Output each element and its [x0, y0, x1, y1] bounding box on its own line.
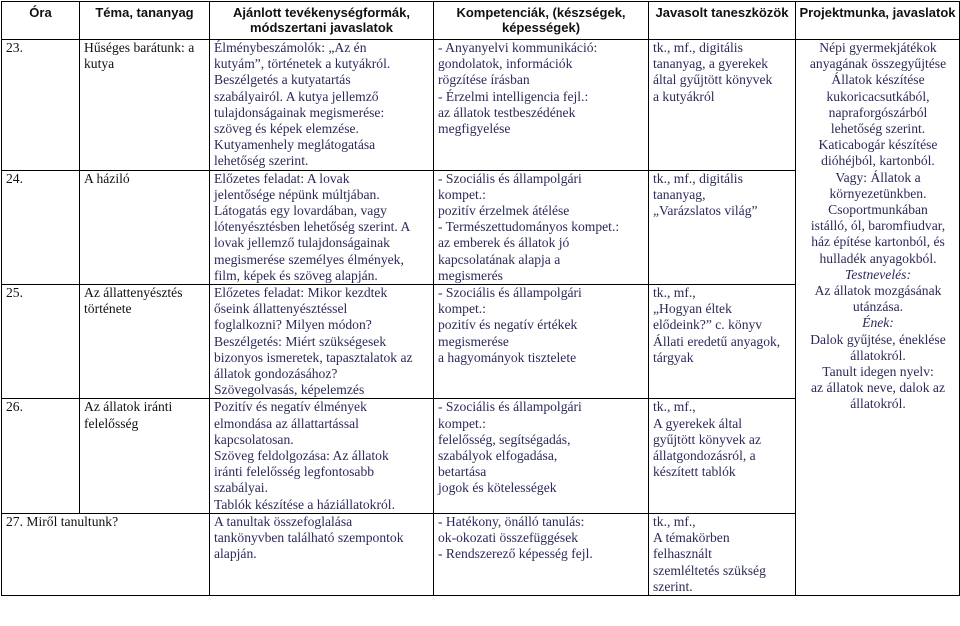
cell-eszkozok: [649, 170, 796, 284]
projekt-line: Dalok gyűjtése, éneklése: [810, 331, 946, 347]
cell-line: Látogatás egy lovardában, vagy: [214, 203, 387, 219]
projekt-line: Állatok készítése: [831, 72, 925, 88]
cell-line: - Rendszerező képesség fejl.: [438, 546, 593, 562]
cell-line: betartása: [438, 464, 487, 480]
cell-line: lótenyésztésben lehetőség szerint. A: [214, 219, 411, 235]
cell-line: szerint.: [653, 578, 693, 594]
projekt-line: anyagának összegyűjtése: [809, 56, 947, 72]
projekt-line: Az állatok mozgásának: [814, 283, 942, 299]
cell-line: Tablók készítése a háziállatokról.: [214, 496, 395, 512]
cell-line: A gyerekek által: [653, 415, 743, 431]
cell-line: iránti felelősség legfontosabb: [214, 464, 375, 480]
cell-line: Élménybeszámolók: „Az én: [214, 40, 367, 55]
header-row: [2, 2, 960, 40]
projekt-line: Katicabogár készítése: [818, 137, 938, 153]
cell-line: a kutyákról: [653, 88, 715, 104]
cell-line: megismerés: [438, 267, 503, 283]
cell-line: tankönyvben található szempontok: [214, 530, 404, 546]
cell-line: „Hogyan éltek: [653, 301, 732, 317]
cell-line: rögzítése írásban: [438, 72, 530, 88]
cell-line: őseink állattenyésztéssel: [214, 301, 348, 317]
cell-line: által gyűjtött könyvek: [653, 72, 773, 88]
table-body: [2, 40, 960, 596]
projekt-line: Vagy: Állatok a: [835, 169, 921, 185]
projekt-line: ház építése kartonból, és: [811, 234, 945, 250]
cell-line: pozitív érzelmek átélése: [438, 203, 570, 219]
cell-line: tárgyak: [653, 349, 694, 365]
cell-line: szabályairól. A kutya jellemző: [214, 88, 379, 104]
cell-line: A tanultak összefoglalása: [214, 513, 353, 529]
cell-line: Előzetes feladat: Mikor kezdtek: [214, 285, 388, 301]
cell-line: tulajdonságainak megismerése:: [214, 104, 385, 120]
cell-line: - Anyanyelvi kommunikáció:: [438, 40, 598, 55]
header-ora: Óra: [2, 2, 80, 40]
projekt-line: lehetőség szerint.: [830, 121, 926, 137]
cell-line: kapcsolatosan.: [214, 431, 294, 447]
cell-line: a hagyományok tisztelete: [438, 349, 577, 365]
cell-line: állatok gondozásához?: [214, 366, 338, 382]
cell-line: felelősség, segítségadás,: [438, 431, 571, 447]
cell-line: kompet.:: [438, 415, 486, 431]
cell-line: jogok és kötelességek: [438, 480, 557, 496]
projekt-line: kukoricacsutkából,: [826, 88, 930, 104]
projekt-line: Testnevelés:: [845, 266, 911, 282]
cell-eszkozok: [649, 513, 796, 595]
cell-ora: 24.: [2, 170, 80, 284]
cell-line: lovak jellemző tulajdonságainak: [214, 235, 390, 251]
cell-line: tk., mf., digitális: [653, 40, 743, 55]
table-row: [2, 40, 960, 171]
projekt-line: istálló, ól, baromfiudvar,: [810, 218, 946, 234]
cell-line: gondolatok, információk: [438, 56, 573, 72]
cell-tevekenyseg: [210, 170, 434, 284]
cell-line: tk., mf., digitális: [653, 170, 743, 186]
cell-line: - Szociális és állampolgári: [438, 285, 582, 301]
cell-line: - Hatékony, önálló tanulás:: [438, 513, 585, 529]
cell-line: bizonyos ismeretek, tapasztalatok az: [214, 349, 413, 365]
cell-line: film, képek és szöveg alapján.: [214, 267, 378, 283]
cell-line: megismerése: [438, 333, 509, 349]
cell-line: tk., mf.,: [653, 285, 696, 301]
curriculum-table: [1, 1, 960, 596]
cell-tevekenyseg: [210, 40, 434, 171]
header-tevekenyseg: Ajánlott tevékenységformák, módszertani javaslatok: [210, 2, 434, 40]
projekt-line: utánzása.: [852, 299, 904, 315]
cell-line: lehetőség szerint.: [214, 153, 309, 169]
header-tema: Téma, tananyag: [80, 2, 210, 40]
cell-line: „Varázslatos világ”: [653, 203, 758, 219]
cell-kompetenciak: [434, 285, 649, 399]
cell-tema: Az állattenyésztés története: [80, 285, 210, 399]
projekt-line: Tanult idegen nyelv:: [822, 364, 934, 380]
cell-line: jelentősége népünk múltjában.: [214, 186, 380, 202]
cell-tema: Az állatok iránti felelősség: [80, 399, 210, 513]
cell-line: Szöveg feldolgozása: Az állatok: [214, 448, 389, 464]
cell-ora: 25.: [2, 285, 80, 399]
cell-line: Beszélgetés a kutyatartás: [214, 72, 351, 88]
projekt-line: környezetünkben.: [829, 185, 927, 201]
projekt-line: hulladék anyagokból.: [819, 250, 937, 266]
cell-line: készített tablók: [653, 464, 736, 480]
cell-line: elődeink?” c. könyv: [653, 317, 763, 333]
projekt-line: az állatok neve, dalok az: [811, 380, 945, 396]
projekt-line: Csoportmunkában: [828, 202, 928, 218]
cell-line: pozitív és negatív értékek: [438, 317, 578, 333]
cell-line: - Szociális és állampolgári: [438, 399, 582, 415]
cell-ora: 27. Miről tanultunk?: [2, 513, 210, 595]
cell-line: megismerése személyes élmények,: [214, 251, 404, 267]
cell-ora: 23.: [2, 40, 80, 171]
cell-line: elmondása az állattartással: [214, 415, 359, 431]
projekt-line: napraforgószárból: [828, 104, 928, 120]
cell-line: Beszélgetés: Miért szükségesek: [214, 333, 387, 349]
projekt-line: Ének:: [862, 315, 894, 331]
cell-tevekenyseg: [210, 513, 434, 595]
cell-tema: A háziló: [80, 170, 210, 284]
header-eszkozok: Javasolt taneszközök: [649, 2, 796, 40]
cell-line: gyűjtött könyvek az: [653, 431, 761, 447]
cell-ora: 26.: [2, 399, 80, 513]
cell-line: - Érzelmi intelligencia fejl.:: [438, 88, 589, 104]
cell-tema: Hűséges barátunk: a kutya: [80, 40, 210, 171]
header-kompetenciak: Kompetenciák, (készségek, képességek): [434, 2, 649, 40]
projekt-line: dióhéjból, kartonból.: [821, 153, 935, 169]
cell-line: tk., mf.,: [653, 513, 696, 529]
cell-line: megfigyelése: [438, 121, 511, 137]
cell-eszkozok: [649, 40, 796, 171]
cell-line: szabályok elfogadása,: [438, 448, 558, 464]
projekt-line: Népi gyermekjátékok: [819, 40, 937, 55]
cell-line: tk., mf.,: [653, 399, 696, 415]
cell-line: tananyag,: [653, 186, 706, 202]
cell-line: tananyag, a gyerekek: [653, 56, 769, 72]
cell-line: állatgondozásról, a: [653, 448, 756, 464]
cell-line: ok-okozati összefüggések: [438, 530, 579, 546]
cell-line: kapcsolatának alapja a: [438, 251, 561, 267]
cell-line: felhasznált: [653, 546, 712, 562]
cell-line: Pozitív és negatív élmények: [214, 399, 367, 415]
cell-line: foglalkozni? Milyen módon?: [214, 317, 372, 333]
cell-line: az emberek és állatok jó: [438, 235, 570, 251]
cell-line: Kutyamenhely meglátogatása: [214, 137, 376, 153]
cell-kompetenciak: [434, 399, 649, 513]
cell-eszkozok: [649, 399, 796, 513]
cell-line: - Szociális és állampolgári: [438, 170, 582, 186]
header-projekt: Projektmunka, javaslatok: [796, 2, 960, 40]
cell-line: Állati eredetű anyagok,: [653, 333, 781, 349]
cell-tevekenyseg: [210, 285, 434, 399]
cell-kompetenciak: [434, 40, 649, 171]
cell-line: kompet.:: [438, 301, 486, 317]
cell-line: szöveg és képek elemzése.: [214, 121, 359, 137]
cell-line: A témakörben: [653, 530, 730, 546]
cell-line: alapján.: [214, 546, 257, 562]
cell-line: kompet.:: [438, 186, 486, 202]
projekt-line: állatokról.: [850, 396, 906, 412]
projekt-line: állatokról.: [850, 347, 906, 363]
cell-line: Szövegolvasás, képelemzés: [214, 382, 365, 398]
cell-line: kutyám”, történetek a kutyákról.: [214, 56, 391, 72]
cell-projekt: [796, 40, 960, 596]
cell-line: szabályai.: [214, 480, 268, 496]
cell-line: - Természettudományos kompet.:: [438, 219, 620, 235]
cell-kompetenciak: [434, 170, 649, 284]
cell-tevekenyseg: [210, 399, 434, 513]
cell-line: szemléltetés szükség: [653, 562, 766, 578]
cell-line: az állatok testbeszédének: [438, 104, 576, 120]
cell-kompetenciak: [434, 513, 649, 595]
cell-line: Előzetes feladat: A lovak: [214, 170, 350, 186]
cell-eszkozok: [649, 285, 796, 399]
